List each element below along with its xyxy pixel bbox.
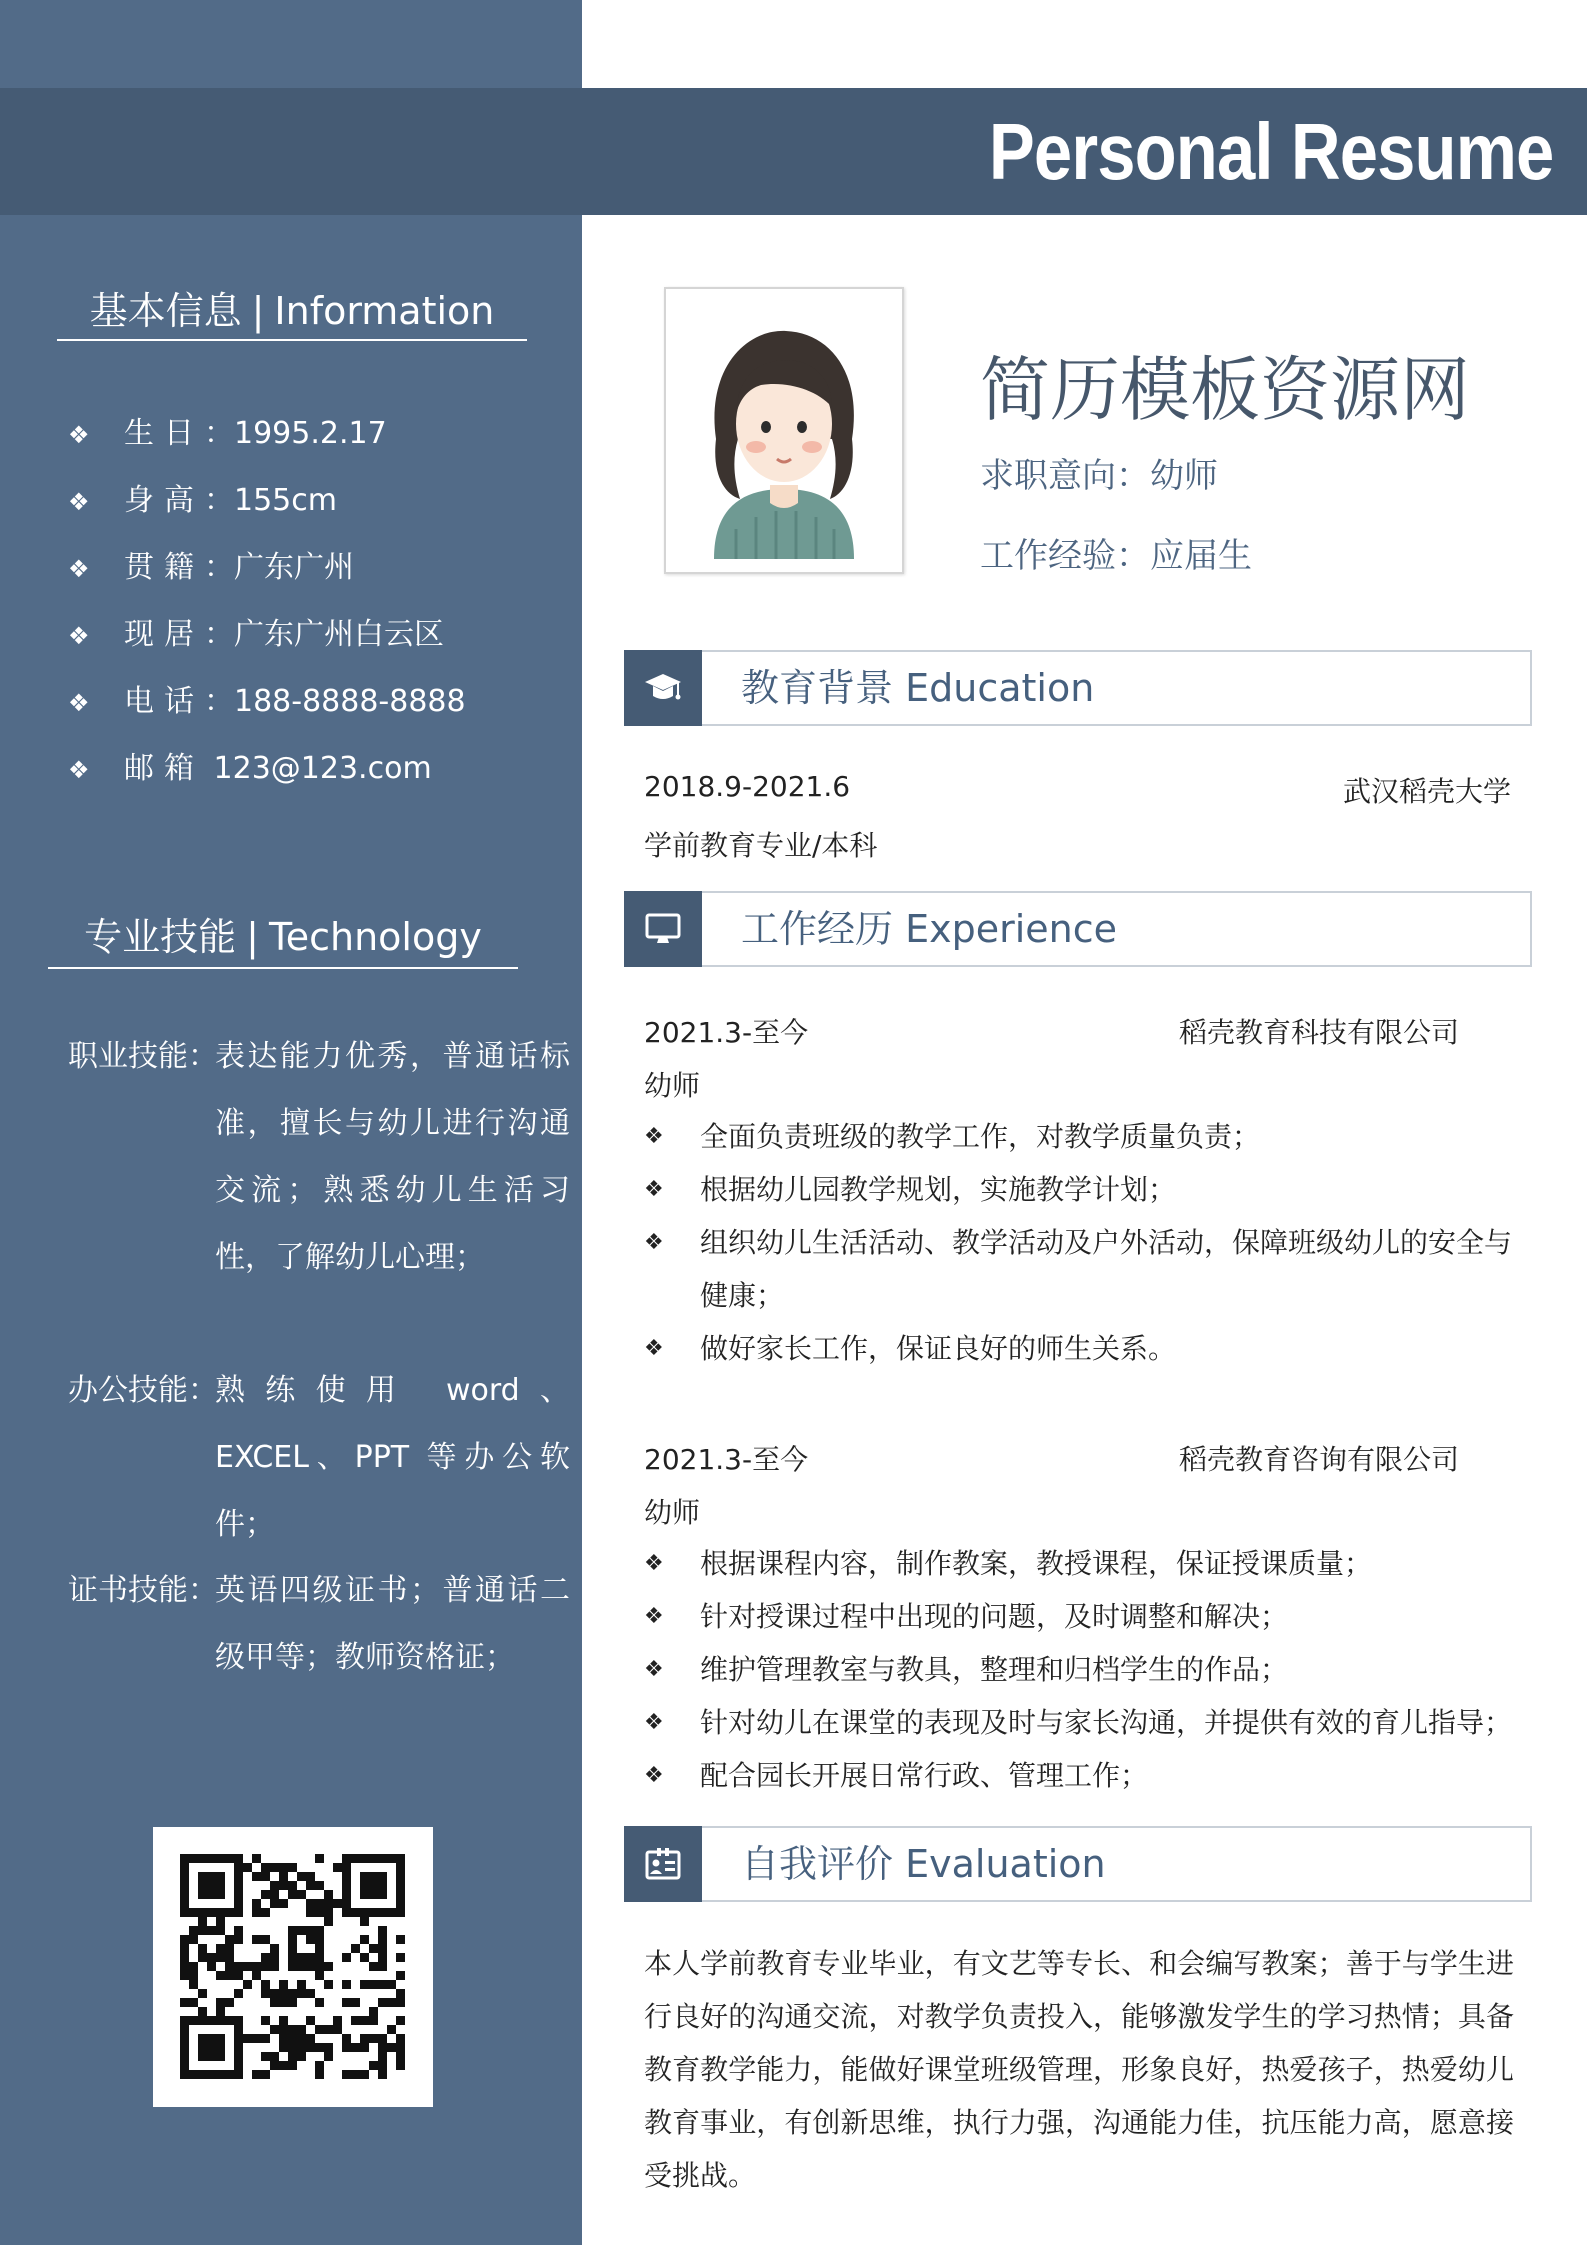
work-icon-box: [624, 891, 702, 967]
bullet-icon: ❖: [644, 1710, 664, 1735]
skill-label: 证书技能：: [68, 1573, 218, 1608]
avatar-illustration-icon: [666, 289, 902, 572]
evaluation-icon-box: [624, 1826, 702, 1902]
bullet-icon: ❖: [644, 1763, 664, 1788]
job-duty-text: 针对幼儿在课堂的表现及时与家长沟通，并提供有效的育儿指导；: [700, 1706, 1513, 1739]
qr-code: [153, 1827, 433, 2107]
bullet-icon: ❖: [644, 1657, 664, 1682]
skills-heading-separator: |: [246, 915, 259, 959]
job-role: 幼师: [644, 1069, 701, 1102]
job-duty-text: 全面负责班级的教学工作，对教学质量负责；: [700, 1120, 1261, 1153]
bullet-icon: ❖: [644, 1124, 664, 1149]
info-heading-rule: [57, 339, 527, 341]
info-label: 邮箱: [124, 751, 204, 786]
bullet-icon: ❖: [644, 1604, 664, 1629]
job-duty-text: 根据幼儿园教学规划，实施教学计划；: [700, 1173, 1177, 1206]
info-heading-en: Information: [274, 289, 495, 333]
id-card-icon: [643, 1844, 683, 1884]
education-school: 武汉稻壳大学: [1342, 775, 1511, 808]
evaluation-text: 本人学前教育专业毕业，有文艺等专长、和会编写教案；善于与学生进行良好的沟通交流，对教学负责投入，能够激发学生的学习热情；具备教育教学能力，能做好课堂班级管理，形象良好，热爱孩子，热爱幼儿教育事业，有创新思维，执行力强，沟通能力佳，抗压能力高，愿意接受挑战。: [644, 1947, 1514, 2192]
info-item-birthday: [68, 400, 466, 467]
info-item-residence: [68, 601, 466, 668]
info-item-email: [68, 735, 466, 802]
bullet-icon: ❖: [644, 1551, 664, 1576]
bullet-icon: ❖: [68, 555, 90, 583]
job-duty-text: 组织幼儿生活活动、教学活动及户外活动，保障班级幼儿的安全与健康；: [700, 1226, 1513, 1312]
job-duty: [644, 1590, 1514, 1643]
info-list: [68, 400, 466, 802]
work-section-header: [624, 891, 1532, 967]
graduation-cap-icon: [643, 668, 683, 708]
bullet-icon: ❖: [68, 756, 90, 784]
bullet-icon: ❖: [644, 1336, 664, 1361]
education-icon-box: [624, 650, 702, 726]
education-major: 学前教育专业/本科: [644, 829, 878, 862]
info-value: ：155cm: [204, 483, 337, 518]
candidate-name: 简历模板资源网: [980, 349, 1470, 431]
job-company: 稻壳教育科技有限公司: [1179, 1016, 1460, 1049]
job-duty: [644, 1110, 1514, 1163]
work-title: [741, 893, 1117, 965]
job-duty-text: 做好家长工作，保证良好的师生关系。: [700, 1332, 1177, 1365]
header-banner: [0, 88, 1587, 215]
skill-label: 职业技能：: [68, 1039, 218, 1074]
info-item-phone: [68, 668, 466, 735]
job-duty-text: 维护管理教室与教具，整理和归档学生的作品；: [700, 1653, 1289, 1686]
job-duty: [644, 1163, 1514, 1216]
job-duty: [644, 1749, 1514, 1802]
page-title: Personal Resume: [988, 107, 1553, 196]
education-title-en: Education: [905, 666, 1095, 710]
info-label: 身高: [124, 483, 204, 518]
education-period: 2018.9-2021.6: [644, 770, 851, 803]
skill-label: 办公技能：: [68, 1373, 218, 1408]
bullet-icon: ❖: [68, 421, 90, 449]
info-item-hometown: [68, 534, 466, 601]
info-value: ：1995.2.17: [204, 416, 387, 451]
skill-text: 表达能力优秀，普通话标准，擅长与幼儿进行沟通交流；熟悉幼儿生活习性，了解幼儿心理；: [215, 1039, 570, 1275]
info-label: 贯籍: [124, 550, 204, 585]
bullet-icon: ❖: [68, 622, 90, 650]
skills-heading-cn: 专业技能: [84, 915, 237, 959]
info-label: 生日: [124, 416, 204, 451]
info-label: 现居: [124, 617, 204, 652]
skills-heading-en: Technology: [268, 915, 482, 959]
job-period: 2021.3-至今: [644, 1443, 809, 1476]
bullet-icon: ❖: [644, 1230, 664, 1255]
work-title-en: Experience: [905, 907, 1118, 951]
work-title-cn: 工作经历: [741, 907, 894, 951]
info-value: ：广东广州: [204, 550, 354, 585]
skill-text: 熟练使用 word、EXCEL、PPT 等办公软件；: [215, 1373, 570, 1542]
bullet-icon: ❖: [644, 1177, 664, 1202]
job-duty: [644, 1643, 1514, 1696]
job-company: 稻壳教育咨询有限公司: [1179, 1443, 1460, 1476]
info-value: 123@123.com: [204, 751, 432, 786]
job-duty: [644, 1322, 1514, 1375]
job-duty: [644, 1216, 1514, 1322]
bullet-icon: ❖: [68, 488, 90, 516]
info-value: ：188-8888-8888: [204, 684, 466, 719]
work-experience-summary: 工作经验：应届生: [980, 536, 1252, 576]
evaluation-section-header: [624, 1826, 1532, 1902]
skill-text: 英语四级证书；普通话二级甲等；教师资格证；: [215, 1573, 570, 1675]
job-role: 幼师: [644, 1496, 701, 1529]
job-duty: [644, 1537, 1514, 1590]
info-heading: [58, 280, 526, 335]
job-period: 2021.3-至今: [644, 1016, 809, 1049]
evaluation-title-cn: 自我评价: [741, 1842, 894, 1886]
job-duty-text: 根据课程内容，制作教案，教授课程，保证授课质量；: [700, 1547, 1373, 1580]
job-duty-text: 针对授课过程中出现的问题，及时调整和解决；: [700, 1600, 1289, 1633]
info-value: ：广东广州白云区: [204, 617, 444, 652]
job-duty: [644, 1696, 1514, 1749]
info-label: 电话: [124, 684, 204, 719]
skills-heading-rule: [48, 967, 518, 969]
skills-heading: [48, 906, 518, 961]
evaluation-title-en: Evaluation: [905, 1842, 1106, 1886]
monitor-icon: [643, 909, 683, 949]
info-heading-cn: 基本信息: [89, 289, 242, 333]
info-heading-separator: |: [251, 289, 265, 333]
bullet-icon: ❖: [68, 689, 90, 717]
profile-photo: [664, 287, 904, 574]
education-section-header: [624, 650, 1532, 726]
info-item-height: [68, 467, 466, 534]
qr-code-icon: [153, 1827, 433, 2107]
education-title-cn: 教育背景: [741, 666, 894, 710]
evaluation-title: [741, 1828, 1106, 1900]
job-intent: 求职意向：幼师: [980, 456, 1218, 496]
education-title: [741, 652, 1094, 724]
job-duty-text: 配合园长开展日常行政、管理工作；: [700, 1759, 1149, 1792]
